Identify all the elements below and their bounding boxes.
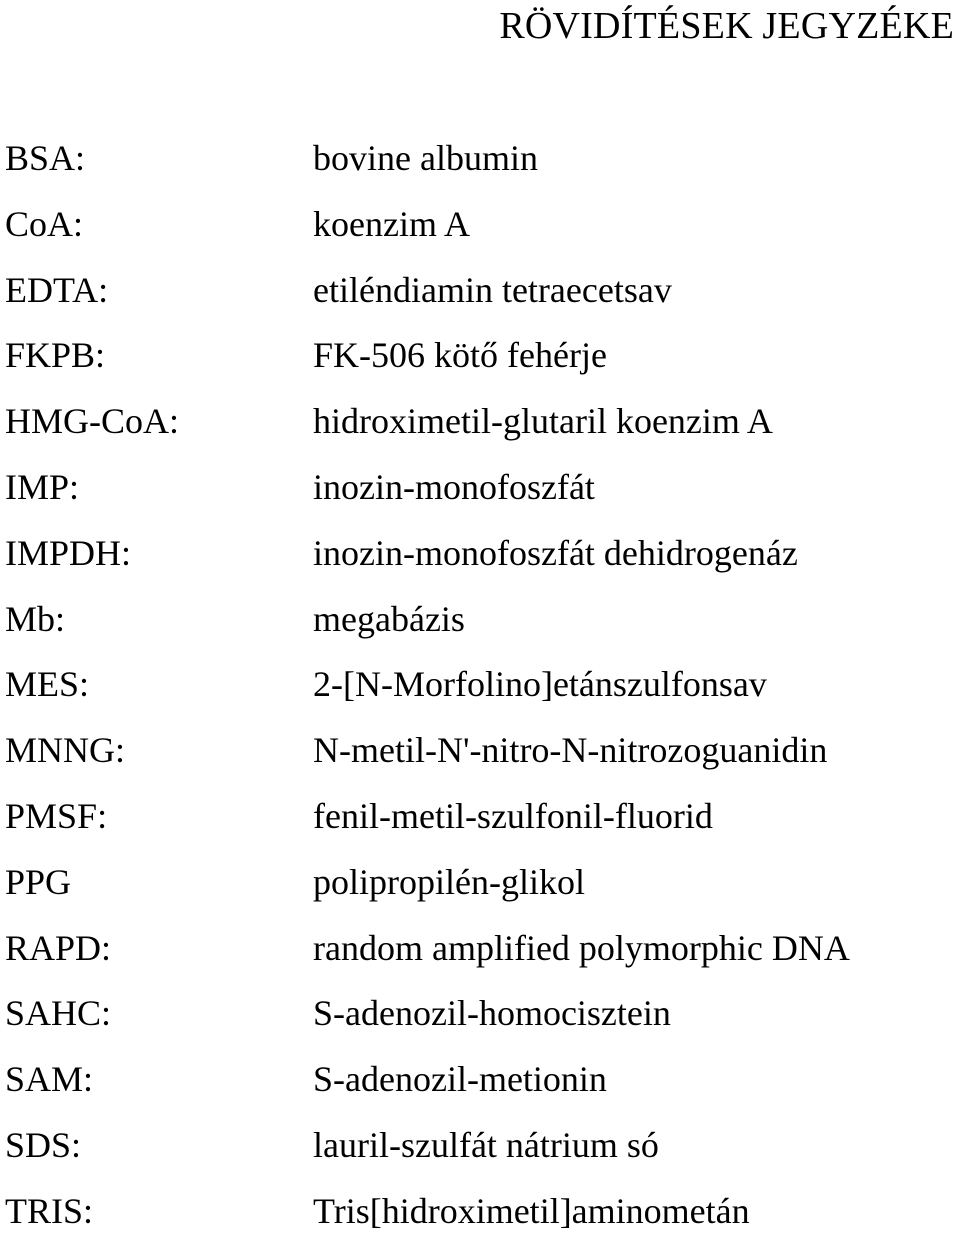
abbreviation-definition: inozin-monofoszfát [313, 466, 595, 507]
abbreviation-term: FKPB: [5, 335, 106, 376]
abbreviation-term: MES: [5, 664, 90, 705]
list-item [0, 333, 960, 399]
abbreviation-definition: polipropilén-glikol [313, 861, 585, 902]
abbreviation-definition: bovine albumin [313, 138, 538, 178]
abbreviation-term: MNNG: [5, 730, 126, 771]
list-item [0, 926, 960, 992]
list-item [0, 531, 960, 597]
list-item [0, 202, 960, 268]
abbreviation-definition: random amplified polymorphic DNA [313, 927, 850, 968]
abbreviation-definition: inozin-monofoszfát dehidrogenáz [313, 532, 798, 573]
list-item [0, 1057, 960, 1123]
list-item [0, 136, 960, 202]
list-item [0, 597, 960, 663]
abbreviation-term: PMSF: [5, 795, 108, 836]
list-item [0, 465, 960, 531]
list-item [0, 268, 960, 334]
abbreviation-list [0, 136, 960, 1255]
abbreviation-definition: S-adenozil-homocisztein [313, 993, 671, 1034]
abbreviation-term: SAM: [5, 1059, 94, 1100]
list-item [0, 794, 960, 860]
abbreviation-term: RAPD: [5, 927, 112, 968]
abbreviation-definition: megabázis [313, 598, 465, 639]
list-item [0, 399, 960, 465]
abbreviation-definition: fenil-metil-szulfonil-fluorid [313, 795, 713, 836]
abbreviation-definition: S-adenozil-metionin [313, 1059, 607, 1100]
abbreviation-definition: 2-[N-Morfolino]etánszulfonsav [313, 664, 767, 705]
abbreviation-term: EDTA: [5, 269, 109, 310]
list-item [0, 662, 960, 728]
list-item [0, 728, 960, 794]
abbreviation-definition: FK-506 kötő fehérje [313, 335, 607, 376]
abbreviation-term: TRIS: [5, 1190, 94, 1231]
abbreviation-term: PPG [5, 861, 72, 902]
abbreviation-definition: lauril-szulfát nátrium só [313, 1124, 659, 1165]
abbreviation-definition: koenzim A [313, 203, 470, 244]
list-item [0, 1123, 960, 1189]
list-item [0, 1189, 960, 1255]
abbreviation-definition: Tris[hidroximetil]aminometán [313, 1190, 750, 1231]
list-item [0, 860, 960, 926]
abbreviation-term: IMP: [5, 466, 80, 507]
page-title: RÖVIDÍTÉSEK JEGYZÉKE [499, 5, 954, 47]
abbreviation-definition: N-metil-N'-nitro-N-nitrozoguanidin [313, 730, 828, 771]
abbreviation-term: HMG-CoA: [5, 401, 180, 442]
abbreviation-term: Mb: [5, 598, 66, 639]
list-item [0, 991, 960, 1057]
abbreviation-definition: hidroximetil-glutaril koenzim A [313, 401, 773, 442]
abbreviation-term: SDS: [5, 1124, 82, 1165]
abbreviation-term: IMPDH: [5, 532, 132, 573]
abbreviation-term: CoA: [5, 203, 84, 244]
abbreviation-definition: etiléndiamin tetraecetsav [313, 269, 672, 310]
abbreviation-term: BSA: [5, 138, 86, 178]
abbreviation-term: SAHC: [5, 993, 112, 1034]
